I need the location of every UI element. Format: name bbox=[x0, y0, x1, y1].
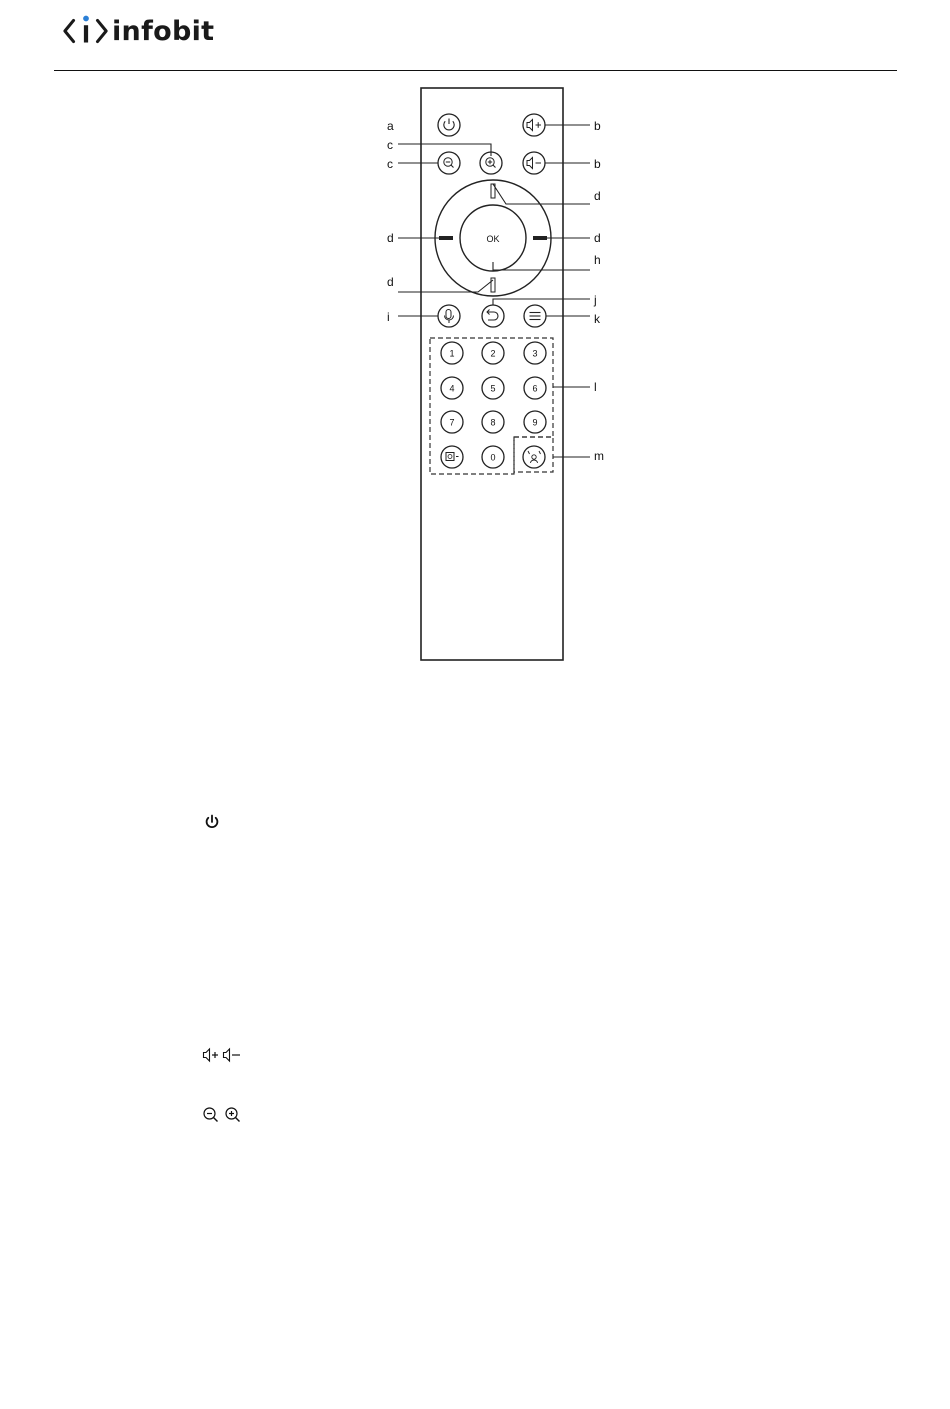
svg-text:8: 8 bbox=[490, 417, 496, 428]
svg-text:1: 1 bbox=[449, 348, 455, 359]
mic-button bbox=[438, 305, 460, 327]
callout-d: d bbox=[387, 231, 394, 245]
ok-button-label: OK bbox=[486, 234, 500, 244]
digit-key bbox=[482, 377, 504, 399]
arrow-left-marker bbox=[439, 236, 453, 240]
digit-key bbox=[524, 377, 546, 399]
back-button bbox=[482, 305, 504, 327]
svg-text:9: 9 bbox=[532, 417, 538, 428]
arrow-right-marker bbox=[533, 236, 547, 240]
zoom-out-icon bbox=[202, 1106, 220, 1124]
menu-button bbox=[524, 305, 546, 327]
svg-text:2: 2 bbox=[490, 348, 496, 359]
brand-name: infobit bbox=[112, 15, 215, 47]
digit-key bbox=[441, 377, 463, 399]
callout-c: c bbox=[387, 157, 393, 171]
zoom-out-button bbox=[438, 152, 460, 174]
digit-key bbox=[524, 411, 546, 433]
callout-c: c bbox=[387, 138, 393, 152]
svg-text:0: 0 bbox=[490, 452, 496, 463]
digit-key bbox=[441, 342, 463, 364]
remote-control-diagram bbox=[0, 0, 950, 700]
callout-h: h bbox=[594, 253, 601, 267]
input-source-key bbox=[441, 446, 463, 468]
digit-key bbox=[441, 411, 463, 433]
callout-b: b bbox=[594, 119, 601, 133]
svg-text:3: 3 bbox=[532, 348, 538, 359]
power-button bbox=[438, 114, 460, 136]
callout-k: k bbox=[594, 312, 600, 326]
callout-j: j bbox=[594, 293, 597, 307]
power-icon bbox=[204, 814, 220, 830]
callout-i: i bbox=[387, 310, 390, 324]
digit-key bbox=[482, 411, 504, 433]
volume-down-icon bbox=[222, 1047, 242, 1063]
digit-key bbox=[482, 446, 504, 468]
callout-l: l bbox=[594, 380, 597, 394]
id-key bbox=[523, 446, 545, 468]
callout-d: d bbox=[594, 189, 601, 203]
volume-down-button bbox=[523, 152, 545, 174]
svg-text:7: 7 bbox=[449, 417, 455, 428]
callout-d: d bbox=[594, 231, 601, 245]
callout-b: b bbox=[594, 157, 601, 171]
digit-key bbox=[482, 342, 504, 364]
svg-text:6: 6 bbox=[532, 383, 538, 394]
svg-text:5: 5 bbox=[490, 383, 496, 394]
zoom-in-icon bbox=[224, 1106, 242, 1124]
callout-d: d bbox=[387, 275, 394, 289]
volume-up-icon bbox=[202, 1047, 220, 1063]
volume-up-button bbox=[523, 114, 545, 136]
digit-key bbox=[524, 342, 546, 364]
callout-a: a bbox=[387, 119, 394, 133]
direction-pad bbox=[435, 180, 551, 296]
svg-text:4: 4 bbox=[449, 383, 455, 394]
callout-lines bbox=[398, 125, 590, 457]
callout-m: m bbox=[594, 449, 604, 463]
